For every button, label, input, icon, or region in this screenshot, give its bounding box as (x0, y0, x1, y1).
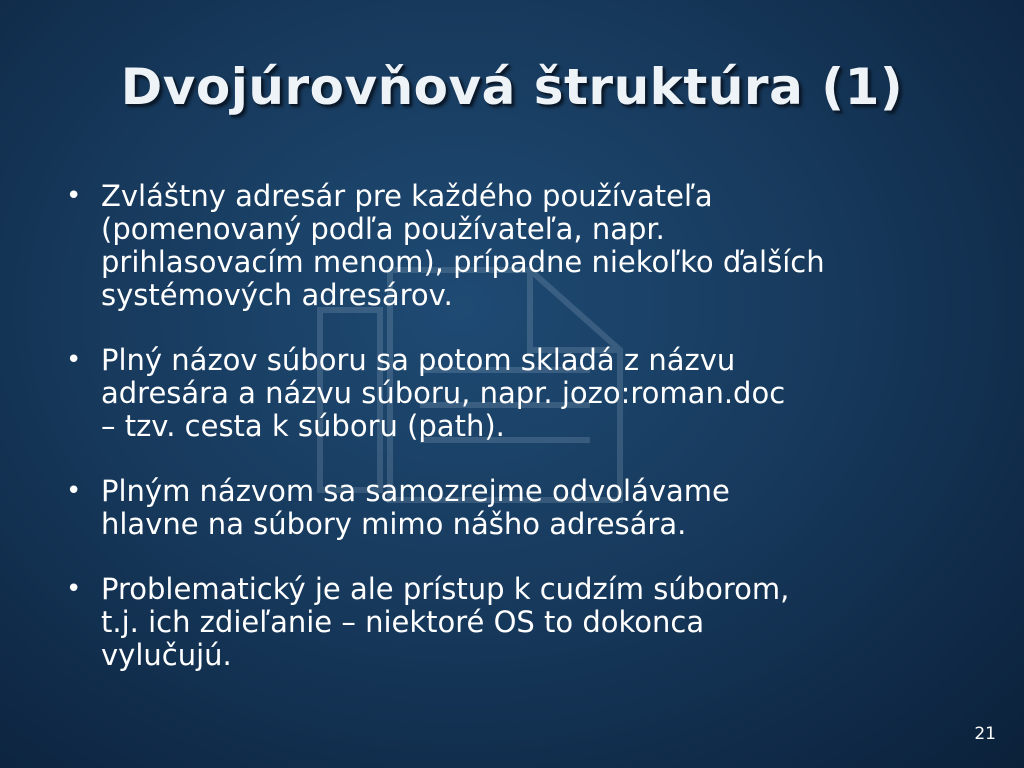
bullet-dot-icon: • (66, 476, 82, 506)
bullet-line: hlavne na súbory mimo nášho adresára. (101, 507, 687, 541)
bullet-line: vylučujú. (101, 638, 232, 672)
bullet-dot-icon: • (66, 574, 82, 604)
bullet-line: Zvláštny adresár pre každého používateľa (101, 179, 713, 213)
bullet-line: – tzv. cesta k súboru (path). (101, 409, 505, 443)
slide-title: Dvojúrovňová štruktúra (1) (120, 58, 904, 116)
slide-number: 21 (974, 724, 996, 744)
bullet-line: Plným názvom sa samozrejme odvolávame (101, 474, 730, 508)
bullet-line: adresára a názvu súboru, napr. jozo:roman.doc (101, 376, 786, 410)
bullet-line: prihlasovacím menom), prípadne niekoľko ďalších (101, 245, 825, 279)
bullet-dot-icon: • (66, 181, 82, 211)
bullet-line: (pomenovaný podľa používateľa, napr. (101, 212, 665, 246)
bullet-item (58, 344, 968, 443)
bullet-line: t.j. ich zdieľanie – niektoré OS to dokonca (101, 605, 705, 639)
bullet-item (58, 180, 968, 312)
bullet-dot-icon: • (66, 345, 82, 375)
bullet-line: Problematický je ale prístup k cudzím súborom, (101, 572, 790, 606)
bullet-item (58, 573, 968, 672)
bullet-item (58, 475, 968, 541)
bullet-line: Plný názov súboru sa potom skladá z názvu (101, 343, 736, 377)
bullet-list (58, 180, 968, 672)
bullet-line: systémových adresárov. (101, 278, 453, 312)
